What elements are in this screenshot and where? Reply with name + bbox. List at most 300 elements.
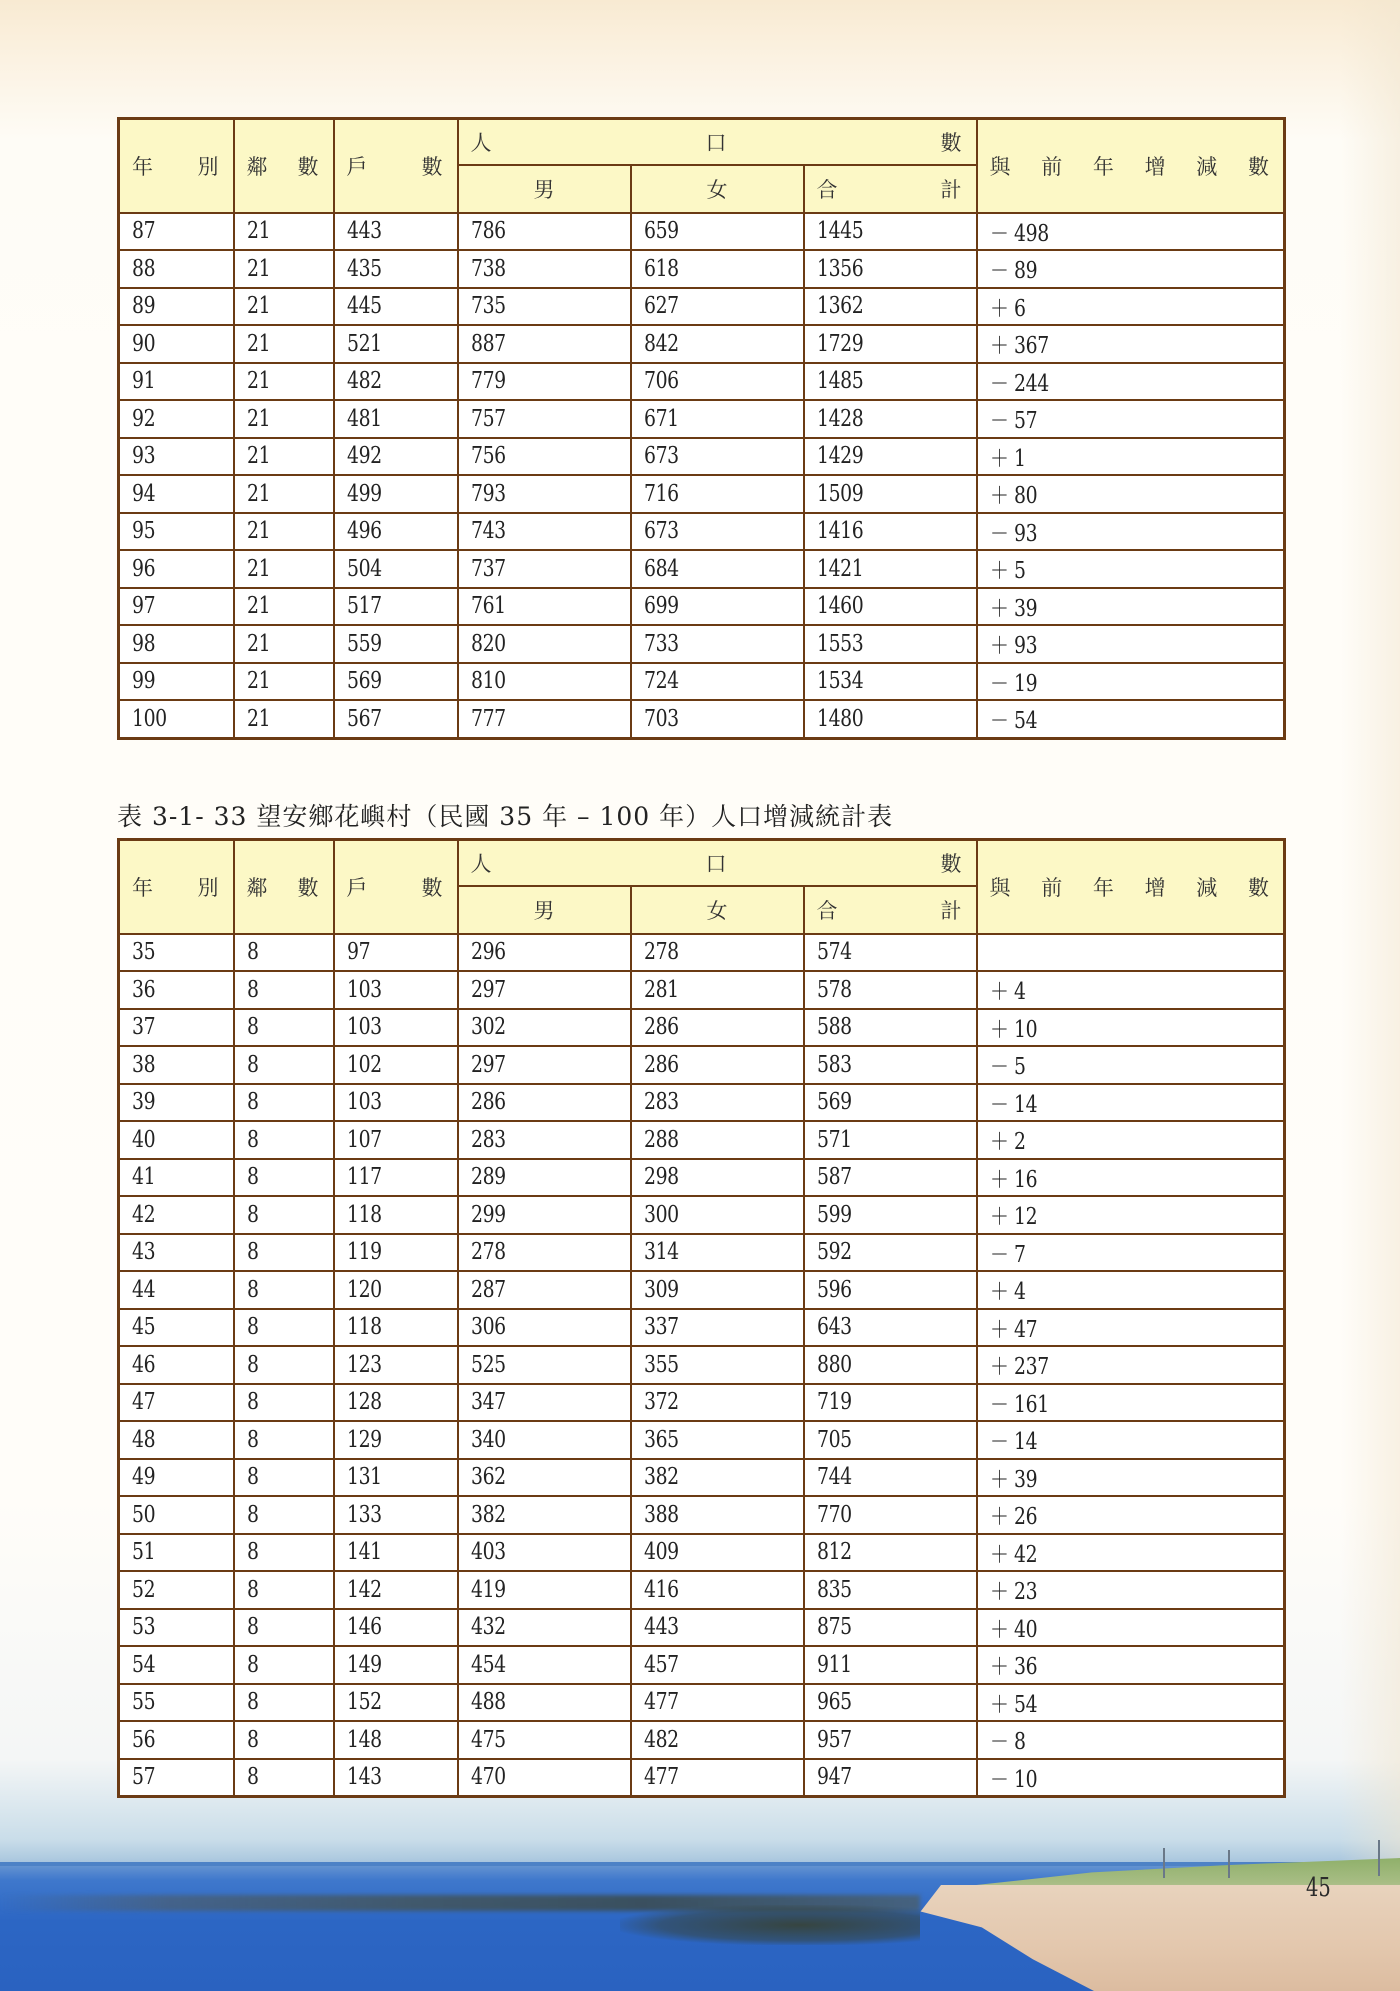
- cell-year: [119, 1684, 234, 1722]
- cell-villages: [234, 213, 334, 251]
- cell-villages: [234, 1609, 334, 1647]
- cell-male-value: 454: [470, 1651, 506, 1678]
- cell-year-value: 48: [132, 1426, 156, 1453]
- cell-female: [631, 1534, 804, 1572]
- cell-total-value: 1421: [816, 555, 863, 582]
- cell-female: [631, 288, 804, 326]
- cell-male: [458, 1159, 631, 1197]
- cell-change-value: ＋ 42: [989, 1541, 1037, 1568]
- cell-female: [631, 213, 804, 251]
- header-change-char: 數: [1247, 875, 1269, 900]
- cell-male: [458, 1309, 631, 1347]
- cell-change-value: ＋ 26: [989, 1504, 1037, 1531]
- cell-households-value: 149: [346, 1651, 382, 1678]
- cell-total: [804, 1684, 977, 1722]
- cell-villages-value: 21: [246, 593, 270, 620]
- cell-villages-value: 8: [246, 1689, 259, 1716]
- cell-male: [458, 1609, 631, 1647]
- cell-households: [334, 1384, 458, 1422]
- cell-total: [804, 1346, 977, 1384]
- cell-change-value: ＋ 367: [989, 333, 1049, 360]
- cell-year: [119, 1609, 234, 1647]
- cell-villages: [234, 1534, 334, 1572]
- cell-change: [977, 1309, 1285, 1347]
- cell-change-value: ＋ 23: [989, 1579, 1037, 1606]
- cell-change: [977, 1196, 1285, 1234]
- cell-villages-value: 21: [246, 255, 270, 282]
- cell-households-value: 517: [346, 593, 382, 620]
- cell-year: [119, 1759, 234, 1797]
- cell-change-value: ＋ 40: [989, 1616, 1037, 1643]
- cell-year: [119, 1496, 234, 1534]
- cell-male-value: 287: [470, 1276, 506, 1303]
- cell-change-value: － 8: [989, 1729, 1026, 1756]
- cell-male: [458, 250, 631, 288]
- cell-villages-value: 8: [246, 939, 259, 966]
- header-male: 男: [458, 165, 631, 213]
- header-total: [804, 886, 977, 934]
- cell-total: [804, 1084, 977, 1122]
- cell-households: [334, 1759, 458, 1797]
- cell-villages: [234, 1121, 334, 1159]
- cell-female-value: 477: [643, 1689, 679, 1716]
- cell-total-value: 1416: [816, 518, 863, 545]
- cell-change-value: ＋ 5: [989, 558, 1026, 585]
- cell-male-value: 299: [470, 1201, 506, 1228]
- cell-year-value: 52: [132, 1576, 156, 1603]
- cell-male-value: 756: [470, 443, 506, 470]
- cell-households: [334, 1646, 458, 1684]
- cell-villages-value: 8: [246, 1239, 259, 1266]
- cell-female-value: 409: [643, 1539, 679, 1566]
- cell-households: [334, 1159, 458, 1197]
- cell-households-value: 118: [346, 1314, 382, 1341]
- cell-households-value: 120: [346, 1276, 382, 1303]
- cell-female-value: 388: [643, 1501, 679, 1528]
- table-1-header: [119, 119, 1285, 213]
- table-row: [119, 1534, 1285, 1572]
- table-row: [119, 1721, 1285, 1759]
- cell-villages: [234, 588, 334, 626]
- cell-villages-value: 8: [246, 1014, 259, 1041]
- cell-change-value: － 14: [989, 1091, 1037, 1118]
- header-year-char: 年: [132, 154, 153, 179]
- table-row: [119, 625, 1285, 663]
- cell-female: [631, 588, 804, 626]
- header-change: [977, 119, 1285, 213]
- cell-year-value: 92: [132, 405, 156, 432]
- cell-total: [804, 250, 977, 288]
- cell-male: [458, 1684, 631, 1722]
- cell-change: [977, 475, 1285, 513]
- header-year-char: 年: [132, 875, 153, 900]
- cell-female: [631, 1159, 804, 1197]
- cell-year: [119, 400, 234, 438]
- cell-total-value: 588: [816, 1014, 852, 1041]
- cell-total: [804, 1234, 977, 1272]
- cell-total: [804, 1571, 977, 1609]
- cell-year: [119, 1234, 234, 1272]
- cell-households: [334, 1009, 458, 1047]
- cell-male: [458, 1271, 631, 1309]
- population-table-2: [117, 838, 1286, 1798]
- cell-households: [334, 1459, 458, 1497]
- cell-year: [119, 1121, 234, 1159]
- cell-female: [631, 1721, 804, 1759]
- cell-year-value: 44: [132, 1276, 156, 1303]
- cell-total: [804, 513, 977, 551]
- cell-total-value: 880: [816, 1351, 852, 1378]
- table-row: [119, 1159, 1285, 1197]
- cell-total-value: 1428: [816, 405, 863, 432]
- cell-households-value: 148: [346, 1726, 382, 1753]
- cell-total: [804, 971, 977, 1009]
- cell-year-value: 56: [132, 1726, 156, 1753]
- cell-male-value: 743: [470, 518, 506, 545]
- cell-year-value: 99: [132, 668, 156, 695]
- cell-villages: [234, 1271, 334, 1309]
- cell-year: [119, 288, 234, 326]
- cell-year-value: 42: [132, 1201, 156, 1228]
- cell-villages-value: 21: [246, 705, 270, 732]
- cell-total: [804, 363, 977, 401]
- horizon-line: [0, 1862, 1400, 1866]
- cell-female-value: 314: [643, 1239, 679, 1266]
- cell-female: [631, 1609, 804, 1647]
- cell-villages: [234, 475, 334, 513]
- cell-households: [334, 1534, 458, 1572]
- cell-change: [977, 934, 1285, 972]
- table-row: [119, 1646, 1285, 1684]
- cell-change: [977, 588, 1285, 626]
- cell-households: [334, 1609, 458, 1647]
- header-population-char: 口: [705, 851, 727, 876]
- cell-households: [334, 1571, 458, 1609]
- cell-villages-value: 8: [246, 1651, 259, 1678]
- cell-change: [977, 1421, 1285, 1459]
- cell-villages: [234, 1346, 334, 1384]
- cell-male-value: 297: [470, 976, 506, 1003]
- cell-villages-value: 8: [246, 1201, 259, 1228]
- cell-year: [119, 325, 234, 363]
- cell-male: [458, 1234, 631, 1272]
- table-row: [119, 213, 1285, 251]
- cell-year: [119, 438, 234, 476]
- cell-male-value: 432: [470, 1614, 506, 1641]
- cell-villages-value: 8: [246, 1089, 259, 1116]
- cell-villages-value: 8: [246, 1501, 259, 1528]
- cell-villages-value: 8: [246, 1351, 259, 1378]
- header-female: 女: [631, 886, 804, 934]
- header-total-char: 計: [940, 177, 962, 202]
- cell-villages-value: 21: [246, 668, 270, 695]
- cell-total: [804, 1384, 977, 1422]
- cell-households-value: 131: [346, 1464, 382, 1491]
- cell-male: [458, 288, 631, 326]
- cell-villages-value: 8: [246, 1389, 259, 1416]
- cell-change-value: ＋ 4: [989, 979, 1026, 1006]
- cell-male: [458, 1721, 631, 1759]
- cell-change: [977, 1459, 1285, 1497]
- cell-female-value: 724: [643, 668, 679, 695]
- cell-villages: [234, 363, 334, 401]
- cell-total: [804, 1271, 977, 1309]
- header-population-char: 口: [705, 130, 727, 155]
- cell-year: [119, 1084, 234, 1122]
- cell-households: [334, 1309, 458, 1347]
- cell-total: [804, 438, 977, 476]
- cell-villages: [234, 288, 334, 326]
- cell-households: [334, 475, 458, 513]
- cell-year-value: 57: [132, 1764, 156, 1791]
- cell-change-value: ＋ 1: [989, 445, 1026, 472]
- cell-villages: [234, 700, 334, 738]
- cell-female-value: 457: [643, 1651, 679, 1678]
- cell-male-value: 362: [470, 1464, 506, 1491]
- cell-female: [631, 1271, 804, 1309]
- cell-change-value: ＋ 80: [989, 483, 1037, 510]
- cell-male: [458, 1384, 631, 1422]
- cell-villages-value: 8: [246, 1276, 259, 1303]
- cell-female-value: 733: [643, 630, 679, 657]
- cell-female-value: 278: [643, 939, 679, 966]
- cell-change-value: ＋ 16: [989, 1166, 1037, 1193]
- cell-year-value: 98: [132, 630, 156, 657]
- cell-villages: [234, 934, 334, 972]
- cell-change-value: － 161: [989, 1391, 1049, 1418]
- cell-male-value: 470: [470, 1764, 506, 1791]
- cell-female-value: 365: [643, 1426, 679, 1453]
- cell-total-value: 1362: [816, 293, 863, 320]
- cell-villages-value: 21: [246, 555, 270, 582]
- cell-change: [977, 1271, 1285, 1309]
- cell-households: [334, 1234, 458, 1272]
- cell-total-value: 643: [816, 1314, 852, 1341]
- header-change-char: 減: [1196, 154, 1218, 179]
- header-population: [458, 840, 977, 886]
- cell-villages-value: 21: [246, 518, 270, 545]
- cell-villages-value: 8: [246, 1426, 259, 1453]
- cell-households-value: 152: [346, 1689, 382, 1716]
- cell-villages: [234, 1421, 334, 1459]
- cell-female: [631, 1046, 804, 1084]
- cell-total: [804, 625, 977, 663]
- cell-change: [977, 1721, 1285, 1759]
- cell-female-value: 337: [643, 1314, 679, 1341]
- cell-villages: [234, 625, 334, 663]
- cell-change: [977, 663, 1285, 701]
- table-2-body: [119, 934, 1285, 1797]
- cell-total-value: 574: [816, 939, 852, 966]
- cell-male: [458, 1346, 631, 1384]
- cell-change: [977, 971, 1285, 1009]
- cell-female: [631, 325, 804, 363]
- cell-households-value: 504: [346, 555, 382, 582]
- header-total: [804, 165, 977, 213]
- cell-villages-value: 21: [246, 293, 270, 320]
- cell-male: [458, 513, 631, 551]
- cell-female-value: 286: [643, 1014, 679, 1041]
- cell-year-value: 100: [132, 705, 167, 732]
- cell-villages: [234, 400, 334, 438]
- cell-households-value: 133: [346, 1501, 382, 1528]
- cell-total-value: 1356: [816, 255, 863, 282]
- cell-total: [804, 1459, 977, 1497]
- cell-female: [631, 1384, 804, 1422]
- cell-total: [804, 1421, 977, 1459]
- cell-year: [119, 1196, 234, 1234]
- cell-female-value: 699: [643, 593, 679, 620]
- cell-households: [334, 250, 458, 288]
- cell-male-value: 737: [470, 555, 506, 582]
- cell-year: [119, 625, 234, 663]
- cell-male: [458, 363, 631, 401]
- cell-year-value: 93: [132, 443, 156, 470]
- header-year-char: 別: [197, 875, 219, 900]
- cell-households: [334, 625, 458, 663]
- cell-male: [458, 213, 631, 251]
- cell-villages: [234, 1309, 334, 1347]
- cell-households-value: 102: [346, 1051, 382, 1078]
- cell-change: [977, 1084, 1285, 1122]
- cell-change: [977, 1496, 1285, 1534]
- cell-households-value: 97: [346, 939, 370, 966]
- table-row: [119, 400, 1285, 438]
- cell-households-value: 567: [346, 705, 382, 732]
- cell-male: [458, 1496, 631, 1534]
- cell-male: [458, 1121, 631, 1159]
- cell-female-value: 355: [643, 1351, 679, 1378]
- cell-villages: [234, 1759, 334, 1797]
- cell-households: [334, 550, 458, 588]
- cell-total: [804, 475, 977, 513]
- cell-change-value: － 93: [989, 520, 1037, 547]
- cell-total: [804, 934, 977, 972]
- cell-total-value: 835: [816, 1576, 852, 1603]
- cell-male: [458, 1421, 631, 1459]
- table-row: [119, 1459, 1285, 1497]
- cell-female: [631, 934, 804, 972]
- table-row: [119, 250, 1285, 288]
- cell-female: [631, 1009, 804, 1047]
- cell-change-value: ＋ 39: [989, 1466, 1037, 1493]
- cell-households: [334, 663, 458, 701]
- cell-year-value: 41: [132, 1164, 156, 1191]
- header-villages: [234, 119, 334, 213]
- cell-female-value: 443: [643, 1614, 679, 1641]
- cell-year-value: 38: [132, 1051, 156, 1078]
- cell-year-value: 35: [132, 939, 156, 966]
- cell-villages-value: 8: [246, 976, 259, 1003]
- cell-female: [631, 1571, 804, 1609]
- cell-female: [631, 1421, 804, 1459]
- table-row: [119, 700, 1285, 738]
- cell-households-value: 103: [346, 1089, 382, 1116]
- cell-year: [119, 363, 234, 401]
- header-population-char: 數: [940, 851, 962, 876]
- header-year-char: 別: [197, 154, 219, 179]
- header-households-char: 戶: [346, 154, 368, 179]
- cell-male: [458, 700, 631, 738]
- cell-male: [458, 1571, 631, 1609]
- cell-female-value: 618: [643, 255, 679, 282]
- table-row: [119, 513, 1285, 551]
- header-population: [458, 119, 977, 165]
- cell-female: [631, 513, 804, 551]
- cell-villages-value: 8: [246, 1164, 259, 1191]
- table-row: [119, 288, 1285, 326]
- cell-female: [631, 250, 804, 288]
- cell-villages: [234, 1684, 334, 1722]
- table-row: [119, 588, 1285, 626]
- cell-female-value: 627: [643, 293, 679, 320]
- cell-total-value: 1480: [816, 705, 863, 732]
- cell-change-value: － 14: [989, 1429, 1037, 1456]
- cell-male-value: 297: [470, 1051, 506, 1078]
- cell-male: [458, 550, 631, 588]
- cell-year-value: 96: [132, 555, 156, 582]
- cell-change: [977, 625, 1285, 663]
- cell-total-value: 965: [816, 1689, 852, 1716]
- cell-female: [631, 1309, 804, 1347]
- cell-households-value: 129: [346, 1426, 382, 1453]
- cell-total-value: 957: [816, 1726, 852, 1753]
- cell-change: [977, 1534, 1285, 1572]
- cell-change: [977, 550, 1285, 588]
- cell-year-value: 97: [132, 593, 156, 620]
- header-male: 男: [458, 886, 631, 934]
- cell-total-value: 1553: [816, 630, 863, 657]
- cell-households-value: 499: [346, 480, 382, 507]
- table-row: [119, 1271, 1285, 1309]
- cell-year: [119, 1459, 234, 1497]
- cell-change-value: ＋ 6: [989, 295, 1026, 322]
- cell-households: [334, 1196, 458, 1234]
- cell-year-value: 45: [132, 1314, 156, 1341]
- cell-male-value: 347: [470, 1389, 506, 1416]
- cell-female-value: 684: [643, 555, 679, 582]
- cell-total: [804, 1309, 977, 1347]
- header-change-char: 年: [1092, 875, 1114, 900]
- cell-female: [631, 1121, 804, 1159]
- cell-year-value: 51: [132, 1539, 156, 1566]
- cell-households: [334, 325, 458, 363]
- cell-female: [631, 971, 804, 1009]
- cell-change: [977, 288, 1285, 326]
- cell-male-value: 278: [470, 1239, 506, 1266]
- cell-change: [977, 250, 1285, 288]
- cell-female: [631, 700, 804, 738]
- cell-year: [119, 1271, 234, 1309]
- cell-total-value: 1460: [816, 593, 863, 620]
- cell-households-value: 128: [346, 1389, 382, 1416]
- cell-total: [804, 1046, 977, 1084]
- cell-households: [334, 700, 458, 738]
- pole-image: [1378, 1840, 1380, 1876]
- header-villages-char: 數: [297, 154, 319, 179]
- cell-female: [631, 625, 804, 663]
- cell-total: [804, 1534, 977, 1572]
- cell-villages-value: 21: [246, 480, 270, 507]
- cell-female: [631, 663, 804, 701]
- header-villages-char: 數: [297, 875, 319, 900]
- cell-female-value: 283: [643, 1089, 679, 1116]
- header-population-char: 人: [470, 130, 492, 155]
- cell-change: [977, 1609, 1285, 1647]
- cell-villages-value: 21: [246, 218, 270, 245]
- cell-female-value: 309: [643, 1276, 679, 1303]
- cell-change-value: ＋ 39: [989, 595, 1037, 622]
